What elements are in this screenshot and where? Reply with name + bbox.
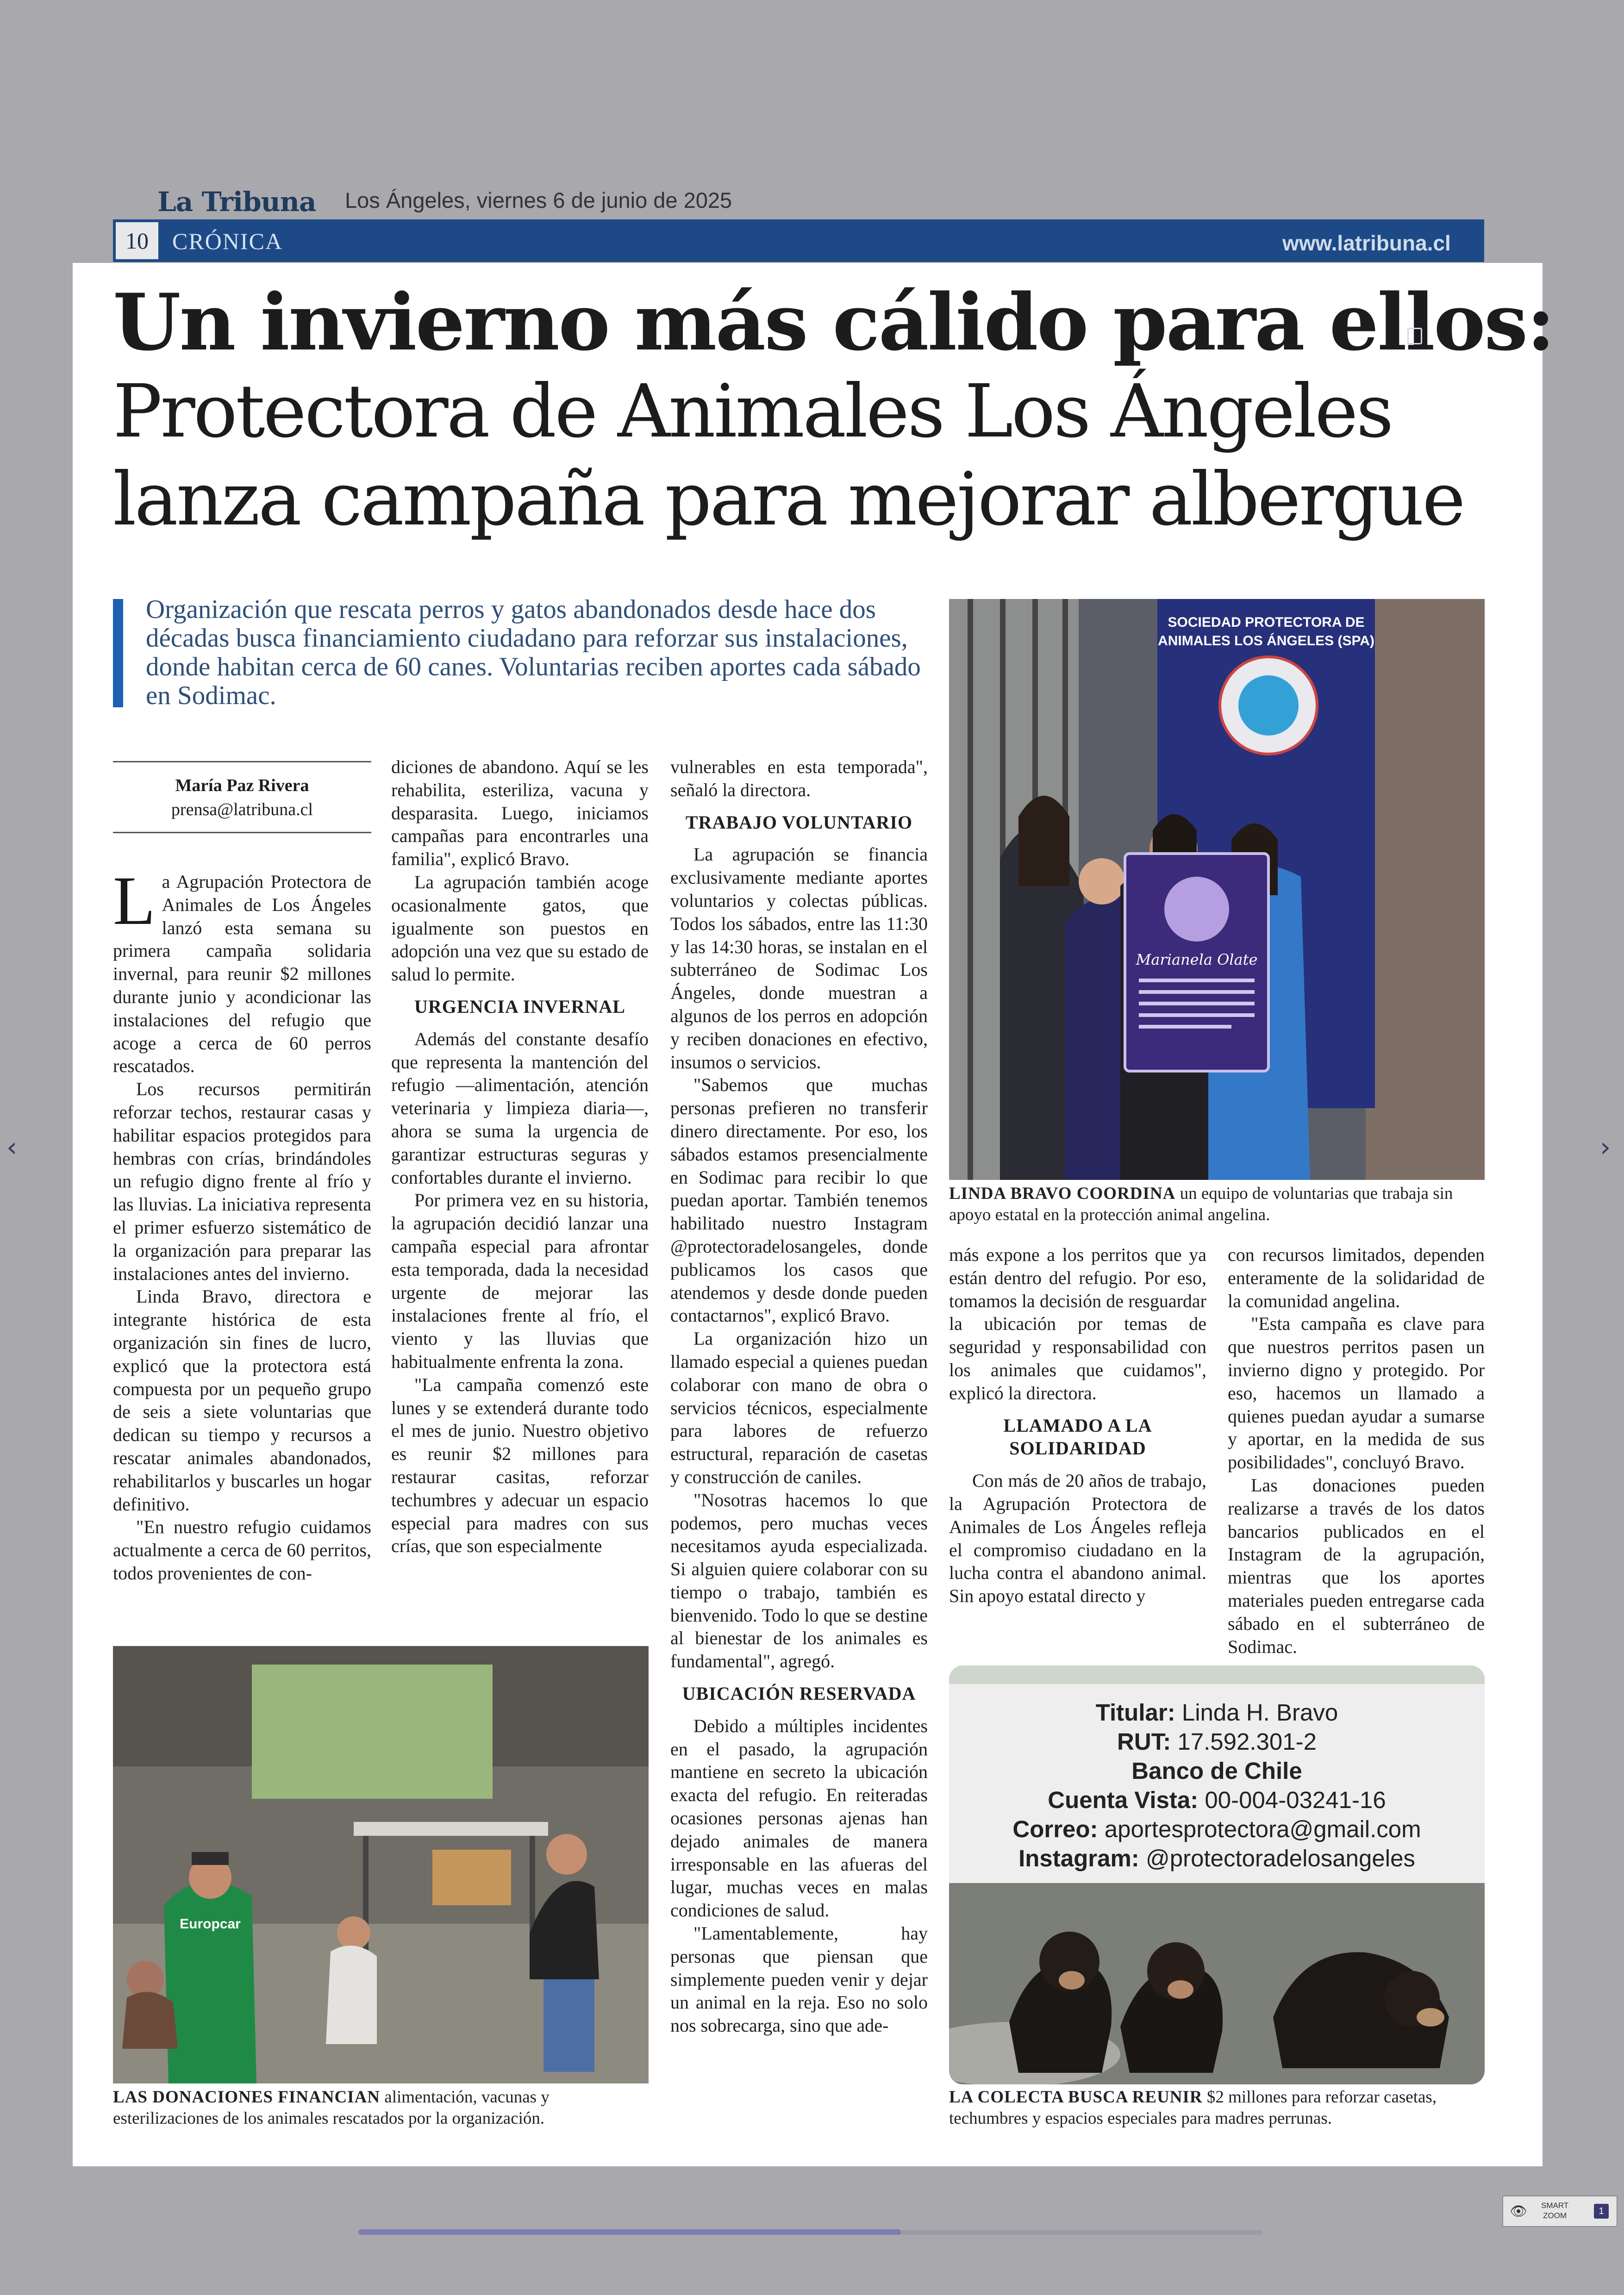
dropcap: L (113, 862, 156, 939)
newspaper-logo: La Tribuna (157, 186, 316, 218)
paragraph: vulnerables en esta temporada", señaló la directora. (670, 756, 928, 800)
article-column-3 (670, 755, 928, 2037)
donations-photo (113, 1646, 649, 2083)
donations-caption: LAS DONACIONES FINANCIAN alimentación, vacunas y esterilizaciones de los animales rescatados por la organización. (113, 2088, 550, 2128)
next-page-button[interactable] (1600, 1131, 1611, 1163)
section-name: CRÓNICA (172, 228, 283, 254)
instagram-line: Instagram: @protectoradelosangeles (1018, 1845, 1415, 1871)
article-column-5 (1228, 1243, 1485, 1658)
paragraph: Por primera vez en su historia, la agrupación decidió lanzar una campaña especial para afrontar esta temporada, dada la necesidad urgente de mejorar las instalaciones frente al frío, el viento y las lluvias que habitualmente enfrenta la zona. (391, 1190, 649, 1372)
banner-line-2: ANIMALES LOS ÁNGELES (SPA) (1158, 633, 1374, 649)
prev-page-button[interactable] (6, 1131, 17, 1163)
section-bar (113, 219, 1484, 262)
paragraph: Además del constante desafío que representa la mantención del refugio —alimentación, atención veterinaria y limpieza diaria—, ahora se suma la urgencia de garantizar estructuras seguras y confortables durante el invierno. (391, 1028, 649, 1188)
subheading: LLAMADO A LA SOLIDARIDAD (1003, 1415, 1152, 1459)
paragraph: La agrupación se financia exclusivamente mediante aportes voluntarios y colectas públicas. Todos los sábados, entre las 11:30 y las 14:30 horas, se instalan en el subterráneo de Sodimac Los Ángeles, donde muestran a algunos de los perros en adopción y reciben donaciones en efectivo, insumos o servicios. (670, 844, 928, 1073)
lead-accent-bar (113, 599, 123, 707)
page-number: 10 (116, 222, 160, 259)
page-count-badge: 1 (1594, 2204, 1609, 2219)
smart-zoom-button[interactable] (1502, 2195, 1618, 2227)
paragraph: diciones de abandono. Aquí se les rehabilita, esteriliza, vacuna y desparasita. Luego, iniciamos campañas para encontrarles una familia", explicó Bravo. (391, 756, 649, 870)
paragraph: con recursos limitados, dependen enteramente de la solidaridad de la comunidad angelina. (1228, 1244, 1485, 1311)
paragraph: Linda Bravo, directora e integrante histórica de esta organización sin fines de lucro, explicó que la protectora está compuesta por un pequeño grupo de seis a siete voluntarias que dedican su tiempo y recursos a rescatar animales abandonados, rehabilitarlos y buscarles un hogar definitivo. (113, 1286, 371, 1515)
volunteers-caption: LINDA BRAVO COORDINA un equipo de voluntarias que trabaja sin apoyo estatal en la protección animal angelina. (949, 1184, 1453, 1224)
paragraph: La agrupación también acoge ocasionalmente gatos, que igualmente son puestos en adopción una vez que su estado de salud lo permite. (391, 871, 649, 985)
author-email: prensa@latribuna.cl (171, 800, 313, 819)
account-line: Cuenta Vista: 00-004-03241-16 (1048, 1787, 1386, 1813)
article-lead: Organización que rescata perros y gatos abandonados desde hace dos décadas busca financiamiento ciudadano para reforzar sus instalaciones, donde habitan cerca de 60 canes. Voluntarias reciben aportes cada sábado en Sodimac. (146, 595, 921, 710)
donation-details (949, 1698, 1485, 1873)
donation-info-box (949, 1665, 1485, 2084)
article-column-1 (113, 862, 371, 1585)
chevron-left-icon: ‹ (6, 1131, 18, 1163)
poster-title: Marianela Olate (1136, 951, 1258, 968)
volunteers-photo-art (949, 599, 1485, 1180)
article-column-4 (949, 1243, 1206, 1608)
titular-line: Titular: Linda H. Bravo (1095, 1699, 1338, 1726)
jacket-text: Europcar (180, 1916, 241, 1932)
page-scrollbar-thumb[interactable] (358, 2229, 901, 2235)
paragraph: "Lamentablemente, hay personas que piensan que simplemente pueden venir y dejar un animal en la reja. Eso no solo nos sobrecarga, sino que ade- (670, 1923, 928, 2036)
email-line: Correo: aportesprotectora@gmail.com (1012, 1816, 1421, 1842)
subheading: UBICACIÓN RESERVADA (682, 1683, 916, 1704)
article-column-2 (391, 755, 649, 1558)
paragraph: Los recursos permitirán reforzar techos, restaurar casas y habilitar espacios protegidos para hembras con crías, brindándoles un refugio digno frente al frío y las lluvias. La iniciativa representa el primer esfuerzo sistemático de la organización para preparar las instalaciones antes del invierno. (113, 1079, 371, 1284)
chevron-right-icon: › (1600, 1131, 1611, 1163)
paragraph: más expone a los perritos que ya están dentro del refugio. Por eso, tomamos la decisión de resguardar la ubicación por temas de seguridad y responsabilidad con los animales que cuidamos", explicó la directora. (949, 1244, 1206, 1403)
volunteers-photo (949, 599, 1485, 1180)
paragraph: "Nosotras hacemos lo que podemos, pero muchas veces necesitamos ayuda especializada. Si alguien quiere colaborar con su tiempo o trabajo, también es bienvenido. Todo lo que se destine al bienestar de los animales es fundamental", agregó. (670, 1489, 928, 1672)
banner-line-1: SOCIEDAD PROTECTORA DE (1168, 615, 1365, 630)
headline-line-3: lanza campaña para mejorar albergue (113, 457, 1464, 542)
paragraph: "En nuestro refugio cuidamos actualmente a cerca de 60 perritos, todos provenientes de con- (113, 1516, 371, 1584)
smart-zoom-label: SMART ZOOM (1541, 2201, 1569, 2220)
subheading: TRABAJO VOLUNTARIO (685, 811, 913, 833)
issue-date: Los Ángeles, viernes 6 de junio de 2025 (345, 188, 732, 212)
paragraph: "Esta campaña es clave para que nuestros perritos pasen un invierno digno y protegido. Por eso, hacemos un llamado a quienes puedan ayudar a sumarse y aportar, en la medida de sus posibilidades", concluyó Bravo. (1228, 1313, 1485, 1473)
paragraph: "La campaña comenzó este lunes y se extenderá durante todo el mes de junio. Nuestro objetivo es reunir $2 millones para restaurar casitas, reforzar techumbres y adecuar un espacio especial para madres con sus crías, que son especialmente (391, 1374, 649, 1557)
author-name: María Paz Rivera (175, 776, 309, 795)
eye-icon: 👁 (1510, 2203, 1528, 2220)
paragraph: Debido a múltiples incidentes en el pasado, la agrupación mantiene en secreto la ubicación exacta del refugio. En reiteradas ocasiones personas ajenas han dejado animales de manera irresponsable en las afueras del lugar, muchas veces en malas condiciones de salud. (670, 1715, 928, 1921)
byline (113, 761, 371, 833)
subheading: URGENCIA INVERNAL (414, 996, 625, 1017)
headline-line-2: Protectora de Animales Los Ángeles (113, 369, 1392, 454)
paragraph: "Sabemos que muchas personas prefieren no transferir dinero directamente. Por eso, los sábados estamos presencialmente en Sodimac para recibir lo que puedan aportar. También tenemos habilitado nuestro Instagram @protectoradelosangeles, donde publicamos los casos que atendemos y desde donde pueden contactarnos", explicó Bravo. (670, 1074, 928, 1326)
puppies-caption: LA COLECTA BUSCA REUNIR $2 millones para reforzar casetas, techumbres y espacios especiales para madres perrunas. (949, 2088, 1437, 2128)
donations-photo-art (113, 1646, 649, 2083)
paragraph: Con más de 20 años de trabajo, la Agrupación Protectora de Animales de Los Ángeles refleja el compromiso ciudadano en la lucha contra el abandono animal. Sin apoyo estatal directo y (949, 1470, 1206, 1607)
headline-main: Un invierno más cálido para ellos: (113, 276, 1554, 368)
site-url: www.latribuna.cl (1282, 231, 1451, 255)
bank-line: Banco de Chile (1131, 1758, 1302, 1784)
paragraph: Las donaciones pueden realizarse a través de los datos bancarios publicados en el Instagram de la agrupación, mientras que los aportes materiales pueden entregarse cada sábado en el subterráneo de Sodimac. (1228, 1474, 1485, 1657)
paragraph: La Agrupación Protectora de Animales de Los Ángeles lanzó esta semana su primera campaña solidaria invernal, para reunir $2 millones durante junio y acondicionar las instalaciones del refugio que acoge a cerca de 60 perros rescatados. (113, 862, 371, 1077)
bookmark-icon[interactable] (1407, 328, 1422, 344)
rut-line: RUT: 17.592.301-2 (1117, 1728, 1317, 1755)
paragraph: La organización hizo un llamado especial a quienes puedan colaborar con mano de obra o servicios técnicos, especialmente para labores de refuerzo estructural, reparación de casetas y construcción de caniles. (670, 1328, 928, 1487)
